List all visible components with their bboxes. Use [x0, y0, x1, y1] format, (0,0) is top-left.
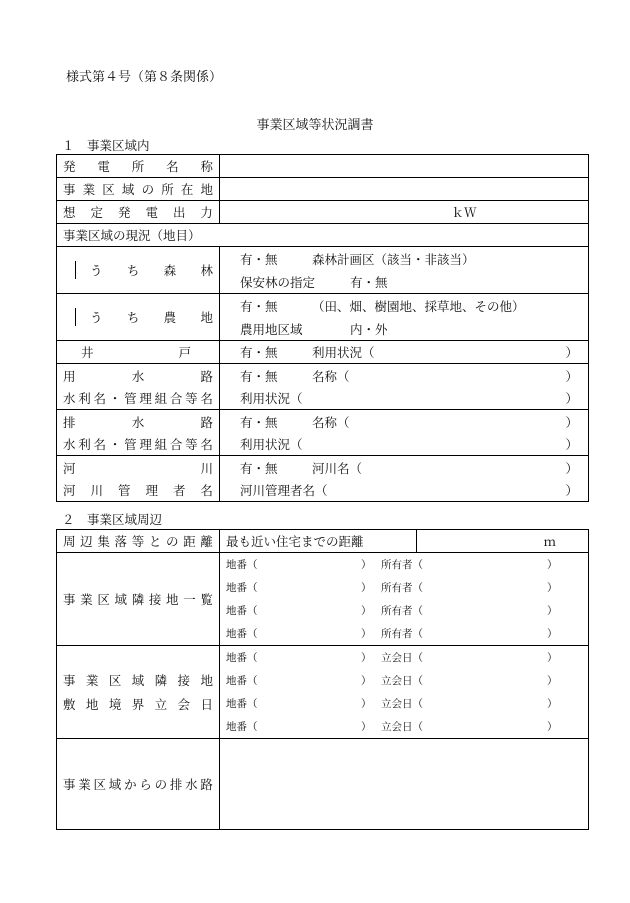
drain-rights-label: [57, 433, 219, 455]
row-drainage: [57, 739, 589, 830]
agri-zone-choice[interactable]: 内・外: [350, 321, 388, 337]
label-char: 等: [185, 390, 198, 406]
boundary-right-close: ）: [547, 675, 558, 687]
river-presence-choice[interactable]: 有・無: [240, 460, 278, 476]
land-status-label: 事業区域の現況（地目）: [63, 228, 201, 243]
boundary-right-close: ）: [547, 721, 558, 733]
farmland-type[interactable]: （田、畑、樹園地、採草地、その他）: [312, 298, 525, 314]
label-char: 組: [154, 436, 168, 452]
label-char: と: [148, 534, 162, 549]
boundary-label-1: [57, 668, 219, 692]
label-char: 水: [131, 368, 145, 384]
label-char: 接: [177, 673, 191, 688]
drain-channel-name-close: ）: [565, 414, 578, 430]
label-char: 辺: [80, 534, 93, 549]
label-char: ・: [108, 390, 122, 406]
well-label: [57, 343, 219, 361]
adjacent-lot-label: 地番（: [226, 559, 258, 571]
label-char: 農: [163, 310, 177, 325]
river-line-1: [240, 457, 578, 479]
label-char: 利: [78, 390, 91, 406]
label-char: 水: [63, 390, 76, 406]
label-char: 理: [139, 436, 152, 452]
label-char: 離: [200, 534, 213, 549]
label-char: の: [166, 534, 179, 549]
label-char: 者: [172, 482, 186, 498]
section2-table: [56, 529, 589, 830]
label-char: 落: [114, 534, 128, 549]
label-char: 地: [200, 673, 213, 688]
adjacent-line: [226, 576, 588, 599]
row-drain-channel: [57, 410, 589, 456]
river-label: [57, 457, 219, 479]
expected-output-field[interactable]: [220, 201, 589, 224]
label-char: 隣: [131, 592, 145, 607]
label-char: の: [154, 777, 168, 792]
label-char: 事: [63, 182, 76, 197]
label-char: 日: [200, 697, 213, 712]
label-char: ・: [108, 436, 122, 452]
adjacent-right-label: 所有者（: [381, 605, 423, 617]
well-line: [240, 341, 578, 363]
site-location-field[interactable]: [220, 178, 589, 201]
label-char: 用: [63, 368, 76, 384]
plant-name-field[interactable]: [220, 155, 589, 178]
river-manager-close: ）: [565, 482, 578, 498]
boundary-right-label: 立会日（: [381, 721, 423, 733]
label-char: 井: [81, 345, 94, 360]
label-char: 所: [131, 159, 145, 174]
boundary-right-label: 立会日（: [381, 652, 423, 664]
adjacent-lot-label: 地番（: [226, 582, 258, 594]
boundary-lot-close: ）: [361, 652, 372, 664]
label-char: 区: [108, 673, 122, 688]
label-char: 事: [63, 777, 76, 792]
label-char: か: [124, 777, 137, 792]
label-char: 林: [200, 263, 213, 278]
river-name-label: 河川名（: [312, 460, 363, 476]
label-char: 管: [124, 390, 137, 406]
output-unit: ｋＷ: [451, 205, 477, 220]
adjacent-line: [226, 622, 588, 645]
river-name-close: ）: [565, 460, 578, 476]
label-char: 覧: [200, 592, 213, 607]
adjacent-right-label: 所有者（: [381, 559, 423, 571]
label-char: 事: [63, 592, 76, 607]
drain-channel-usage-label: 利用状況（: [240, 436, 303, 452]
drainage-field[interactable]: [220, 739, 589, 830]
adjacent-lot-close: ）: [361, 628, 372, 640]
boundary-lot-label: 地番（: [226, 698, 258, 710]
water-channel-line-2: [240, 387, 578, 409]
drain-channel-usage-close: ）: [565, 436, 578, 452]
label-char: 路: [200, 414, 213, 430]
label-char: 森: [163, 263, 177, 278]
label-char: ら: [139, 777, 152, 792]
water-rights-label: [57, 387, 219, 409]
label-char: 地: [200, 310, 213, 325]
form-number: 様式第４号（第８条関係）: [66, 70, 223, 85]
label-char: 域: [121, 182, 135, 197]
label-char: 管: [117, 482, 131, 498]
label-char: 境: [108, 697, 122, 712]
boundary-right-close: ）: [547, 698, 558, 710]
section2-heading: ２ 事業区域周辺: [62, 512, 163, 527]
water-channel-label: [57, 365, 219, 387]
adjacent-right-label: 所有者（: [381, 582, 423, 594]
label-char: 会: [177, 697, 191, 712]
agri-zone-label: 農用地区域: [240, 321, 303, 337]
forest-line-2: [240, 270, 578, 293]
label-char: の: [141, 182, 155, 197]
boundary-lot-label: 地番（: [226, 652, 258, 664]
adjacent-label: [57, 590, 219, 608]
label-char: 立: [154, 697, 168, 712]
label-char: う: [90, 263, 103, 278]
protection-forest-label: 保安林の指定: [240, 274, 316, 290]
label-char: 河: [63, 482, 76, 498]
row-forest: [57, 247, 589, 294]
boundary-lot-label: 地番（: [226, 675, 258, 687]
boundary-line: [226, 692, 588, 715]
label-char: 地: [166, 592, 179, 607]
section1-heading: １ 事業区域内: [62, 138, 150, 153]
label-char: 路: [200, 777, 213, 792]
label-char: 出: [172, 205, 186, 220]
section1-table: [56, 154, 589, 502]
forest-label: [76, 261, 219, 279]
adjacent-lot-close: ）: [361, 582, 372, 594]
label-char: 名: [166, 159, 179, 174]
adjacent-lot-close: ）: [361, 559, 372, 571]
boundary-list: [220, 646, 588, 738]
label-char: 域: [131, 673, 145, 688]
label-char: 地: [200, 182, 213, 197]
water-channel-line-1: [240, 365, 578, 387]
adjacent-right-close: ）: [547, 582, 558, 594]
river-line-2: [240, 479, 578, 501]
label-char: 管: [124, 436, 137, 452]
label-char: 隣: [154, 673, 168, 688]
adjacent-lot-close: ）: [361, 605, 372, 617]
site-location-label: [57, 180, 219, 198]
boundary-right-close: ）: [547, 652, 558, 664]
farmland-presence-choice[interactable]: 有・無: [240, 298, 278, 314]
drain-channel-presence-choice[interactable]: 有・無: [240, 414, 278, 430]
label-char: 力: [200, 205, 213, 220]
label-char: 域: [114, 592, 128, 607]
label-char: 業: [80, 592, 93, 607]
label-char: ち: [126, 263, 140, 278]
label-char: 発: [63, 159, 76, 174]
river-manager-label: [57, 479, 219, 501]
label-char: 名: [200, 482, 213, 498]
drainage-label: [57, 775, 219, 793]
label-char: 業: [82, 182, 96, 197]
protection-forest-choice[interactable]: 有・無: [350, 274, 388, 290]
label-char: 等: [131, 534, 145, 549]
boundary-lot-close: ）: [361, 721, 372, 733]
boundary-lot-close: ）: [361, 698, 372, 710]
distance-field[interactable]: [417, 530, 589, 553]
well-presence-choice[interactable]: 有・無: [240, 345, 278, 360]
label-char: 地: [85, 697, 99, 712]
adjacent-line: [226, 599, 588, 622]
row-adjacent-lands: [57, 553, 589, 646]
label-char: 区: [93, 777, 107, 792]
adjacent-right-label: 所有者（: [381, 628, 423, 640]
label-char: 川: [200, 460, 213, 476]
row-river: [57, 456, 589, 502]
label-char: 等: [185, 436, 198, 452]
label-char: 路: [200, 368, 213, 384]
adjacent-line: [226, 553, 588, 576]
row-plant-name: [57, 155, 589, 178]
row-water-channel: [57, 364, 589, 410]
label-char: 周: [63, 534, 76, 549]
adjacent-right-close: ）: [547, 628, 558, 640]
label-char: 所: [161, 182, 174, 197]
label-char: 在: [180, 182, 194, 197]
label-char: 電: [97, 159, 110, 174]
label-char: 合: [169, 390, 183, 406]
expected-output-label: [57, 203, 219, 221]
drain-channel-line-2: [240, 433, 578, 455]
plant-name-label: [57, 157, 219, 175]
label-char: 排: [169, 777, 183, 792]
boundary-line: [226, 715, 588, 738]
drain-channel-name-label: 名称（: [312, 414, 350, 430]
label-char: 定: [90, 205, 103, 220]
distance-label: [57, 532, 219, 550]
label-char: 排: [63, 414, 76, 430]
adjacent-right-close: ）: [547, 605, 558, 617]
label-char: ち: [126, 310, 140, 325]
label-char: 想: [63, 205, 76, 220]
drain-channel-line-1: [240, 411, 578, 433]
label-char: 域: [108, 777, 122, 792]
label-char: 名: [93, 390, 107, 406]
boundary-lot-close: ）: [361, 675, 372, 687]
label-char: 電: [145, 205, 158, 220]
distance-unit: ｍ: [543, 534, 556, 549]
label-char: う: [90, 310, 103, 325]
boundary-lot-label: 地番（: [226, 721, 258, 733]
row-distance: [57, 530, 589, 553]
boundary-label-2: [57, 692, 219, 716]
forest-presence-choice[interactable]: 有・無: [240, 251, 278, 267]
row-expected-output: [57, 201, 589, 224]
boundary-right-label: 立会日（: [381, 675, 423, 687]
farmland-line-1: [240, 294, 578, 317]
water-channel-name-label: 名称（: [312, 368, 350, 384]
water-channel-usage-label: 利用状況（: [240, 390, 303, 406]
adjacent-right-close: ）: [547, 559, 558, 571]
water-channel-usage-close: ）: [565, 390, 578, 406]
label-char: 水: [185, 777, 198, 792]
boundary-right-label: 立会日（: [381, 698, 423, 710]
label-char: 集: [97, 534, 110, 549]
adjacent-lot-label: 地番（: [226, 628, 258, 640]
document-title: 事業区域等状況調書: [256, 118, 374, 133]
farmland-label: [76, 308, 219, 326]
row-site-location: [57, 178, 589, 201]
distance-text: 最も近い住宅までの距離: [226, 534, 364, 549]
forest-plan-zone[interactable]: 森林計画区（該当・非該当）: [312, 251, 475, 267]
label-char: 河: [63, 460, 76, 476]
label-char: 水: [131, 414, 145, 430]
well-usage-close: ）: [565, 345, 578, 360]
label-char: 業: [78, 777, 91, 792]
label-char: 一: [183, 592, 196, 607]
label-char: 接: [148, 592, 162, 607]
label-char: 利: [78, 436, 91, 452]
adjacent-list: [220, 553, 588, 645]
row-farmland: [57, 294, 589, 341]
water-channel-presence-choice[interactable]: 有・無: [240, 368, 278, 384]
boundary-line: [226, 669, 588, 692]
label-char: 理: [145, 482, 158, 498]
row-well: [57, 341, 589, 364]
river-manager-field-label: 河川管理者名（: [240, 482, 328, 498]
label-char: 水: [63, 436, 76, 452]
adjacent-lot-label: 地番（: [226, 605, 258, 617]
label-char: 区: [97, 592, 110, 607]
label-char: 名: [93, 436, 107, 452]
label-char: 敷: [63, 697, 76, 712]
boundary-line: [226, 646, 588, 669]
label-char: 合: [169, 436, 183, 452]
forest-line-1: [240, 247, 578, 270]
label-char: 発: [117, 205, 131, 220]
label-char: 事: [63, 673, 76, 688]
label-char: 名: [200, 436, 213, 452]
label-char: 区: [102, 182, 115, 197]
farmland-line-2: [240, 317, 578, 340]
well-usage-label: 利用状況（: [312, 345, 375, 360]
row-boundary: [57, 646, 589, 739]
label-char: 理: [139, 390, 152, 406]
label-char: 組: [154, 390, 168, 406]
label-char: 川: [90, 482, 103, 498]
label-char: 距: [183, 534, 196, 549]
label-char: 戸: [178, 345, 191, 360]
label-char: 業: [85, 673, 99, 688]
label-char: 名: [200, 390, 213, 406]
label-char: 界: [131, 697, 145, 712]
label-char: 称: [200, 159, 213, 174]
row-land-status: [57, 224, 589, 247]
water-channel-name-close: ）: [565, 368, 578, 384]
drain-channel-label: [57, 411, 219, 433]
